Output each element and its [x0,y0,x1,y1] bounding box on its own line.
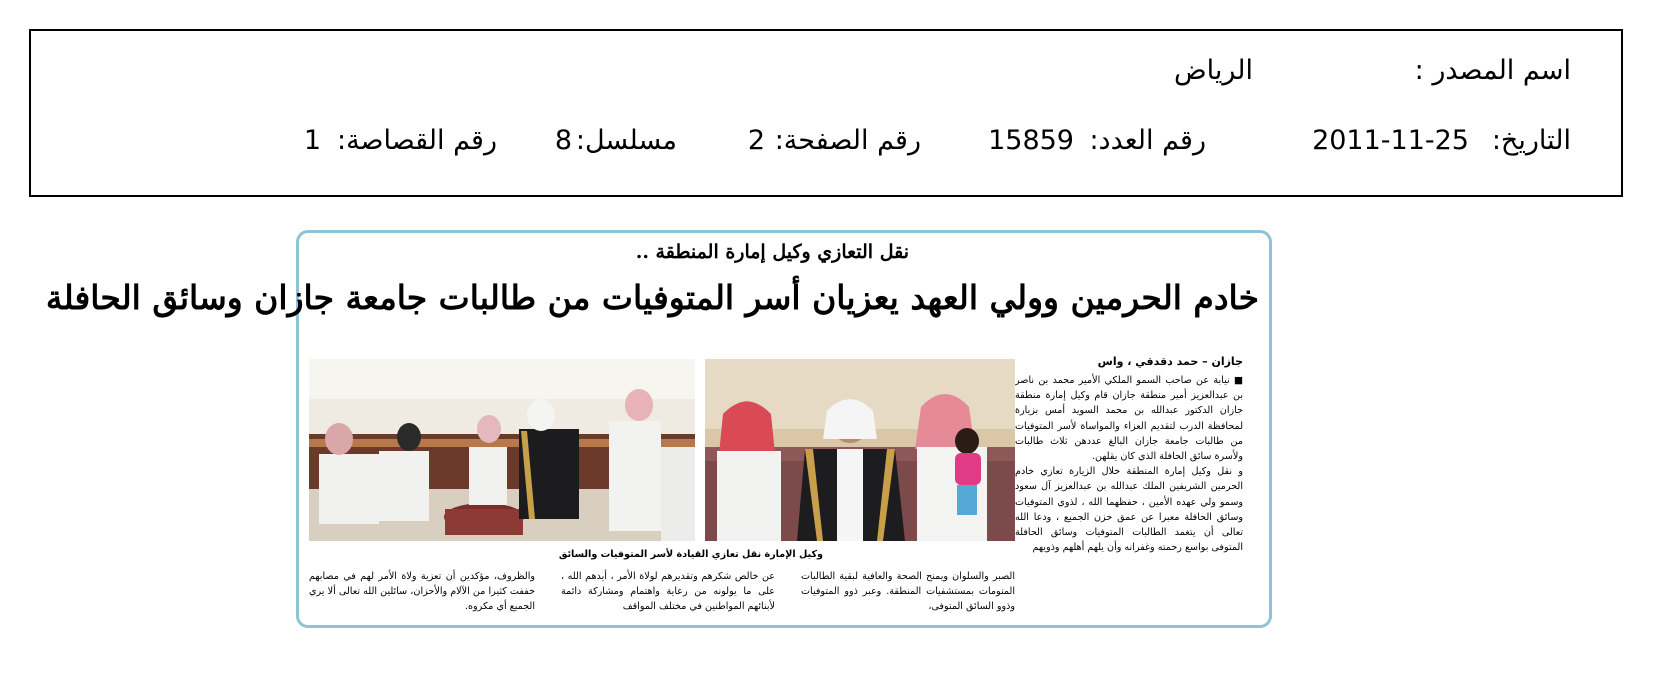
meta-row [31,121,1621,161]
article-column: عن خالص شكرهم وتقديرهم لولاة الأمر ، أيدهم الله ، على ما يولونه من رعاية واهتمام ومشاركة دائمة لأبنائهم المواطنين في مختلف المواقف [561,571,775,613]
article-body-intro [1015,373,1243,555]
article-photo-condolence [705,359,1015,541]
article-kicker: نقل التعازي وكيل إمارة المنطقة .. [635,241,909,263]
article-photo-majlis [309,359,695,541]
issue-value: 15859 [988,125,1074,156]
source-info-box [29,29,1623,197]
article-paragraph: ■ نيابة عن صاحب السمو الملكي الأمير محمد بن ناصر بن عبدالعزيز أمير منطقة جازان قام وكيل إمارة منطقة جازان الدكتور عبدالله بن محمد السويد أمس بزيارة لمحافظة الدرب لتقديم العزاء والمواساة لأسر المتوفيات من طالبات جامعة جازان البالغ عددهن ثلاث طالبات ولأسرة سائق الحافلة الذي كان يقلهن. [1015,375,1243,463]
clip-label: رقم القصاصة: [336,125,497,156]
serial-value: 8 [554,125,572,156]
source-row [31,51,1621,91]
source-label: اسم المصدر : [1414,55,1571,86]
page-label: رقم الصفحة: [774,125,921,156]
serial-label: مسلسل: [575,125,677,156]
date-label: التاريخ: [1491,125,1571,156]
article-paragraph: و نقل وكيل إمارة المنطقة خلال الزيارة تعازي خادم الحرمين الشريفين الملك عبدالله بن عبدالعزيز آل سعود وسمو ولي عهده الأمين ، حفظهما الله ، لذوي المتوفيات وسائق الحافلة معبرا عن عمق حزن الجميع ، ودعا الله تعالى أن يتغمد الطالبات المتوفيات وسائق الحافلة المتوفى بواسع رحمته وغفرانه وأن يلهم أهلهم وذويهم [1015,466,1243,554]
article-byline: جازان – حمد دقدقي ، واس [1097,355,1243,368]
article-headline: خادم الحرمين وولي العهد يعزيان أسر المتوفيات من طالبات جامعة جازان وسائق الحافلة [45,278,1259,317]
date-value: 2011-11-25 [1312,125,1469,156]
page-value: 2 [747,125,765,156]
issue-label: رقم العدد: [1089,125,1206,156]
newspaper-clipping [45,230,1272,628]
source-value: الرياض [1173,55,1253,86]
article-column: الصبر والسلوان ويمنح الصحة والعافية لبقية الطالبات المنومات بمستشفيات المنطقة. وعبر ذوو المتوفيات وذوو السائق المتوفى، [801,571,1015,613]
clip-value: 1 [303,125,321,156]
photo-caption: وكيل الإمارة نقل تعازي القيادة لأسر المتوفيات والسائق [558,549,823,560]
article-column: والظروف، مؤكدين أن تعزية ولاة الأمر لهم في مصابهم خففت كثيرا من الآلام والأحزان، سائلين الله تعالى ألا يري الجميع أي مكروه. [309,571,535,613]
